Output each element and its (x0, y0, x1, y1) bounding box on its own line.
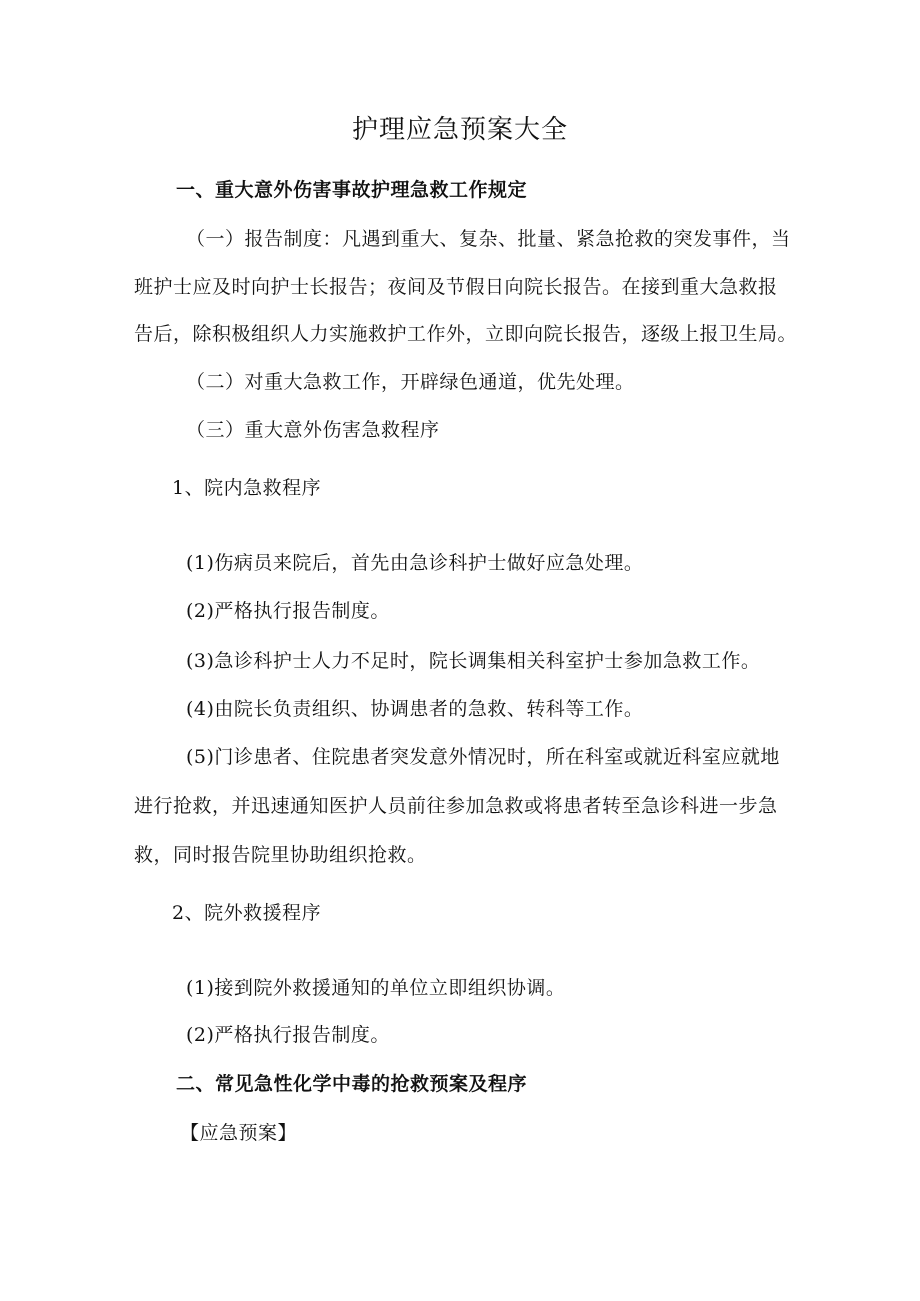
subsection-1-heading: 1、院内急救程序 (172, 477, 322, 499)
section-1-para-3: （三）重大意外伤害急救程序 (186, 419, 440, 441)
subsection-1-item-3: (3)急诊科护士人力不足时，院长调集相关科室护士参加急救工作。 (186, 650, 761, 672)
document-title: 护理应急预案大全 (351, 115, 568, 145)
section-1-para-2: （二）对重大急救工作，开辟绿色通道，优先处理。 (186, 371, 635, 393)
subsection-2-item-1: (1)接到院外救援通知的单位立即组织协调。 (186, 977, 566, 999)
section-2-label: 【应急预案】 (180, 1122, 298, 1144)
section-1-para-1-line-1: （一）报告制度：凡遇到重大、复杂、批量、紧急抢救的突发事件，当 (186, 228, 791, 250)
subsection-1-item-4: (4)由院长负责组织、协调患者的急救、转科等工作。 (186, 698, 644, 720)
section-1-heading: 一、重大意外伤害事故护理急救工作规定 (176, 179, 528, 201)
subsection-2-heading: 2、院外救援程序 (172, 902, 322, 924)
section-1-para-1-line-2: 班护士应及时向护士长报告；夜间及节假日向院长报告。在接到重大急救报 (134, 276, 778, 298)
section-1-para-1-line-3: 告后，除积极组织人力实施救护工作外，立即向院长报告，逐级上报卫生局。 (134, 323, 798, 345)
subsection-2-item-2: (2)严格执行报告制度。 (186, 1024, 390, 1046)
subsection-1-item-1: (1)伤病员来院后，首先由急诊科护士做好应急处理。 (186, 552, 644, 574)
section-2-heading: 二、常见急性化学中毒的抢救预案及程序 (176, 1073, 528, 1095)
subsection-1-item-2: (2)严格执行报告制度。 (186, 600, 390, 622)
subsection-1-item-5-line-3: 救，同时报告院里协助组织抢救。 (134, 844, 427, 866)
subsection-1-item-5-line-1: (5)门诊患者、住院患者突发意外情况时，所在科室或就近科室应就地 (186, 746, 780, 768)
subsection-1-item-5-line-2: 进行抢救，并迅速通知医护人员前往参加急救或将患者转至急诊科进一步急 (134, 795, 778, 817)
